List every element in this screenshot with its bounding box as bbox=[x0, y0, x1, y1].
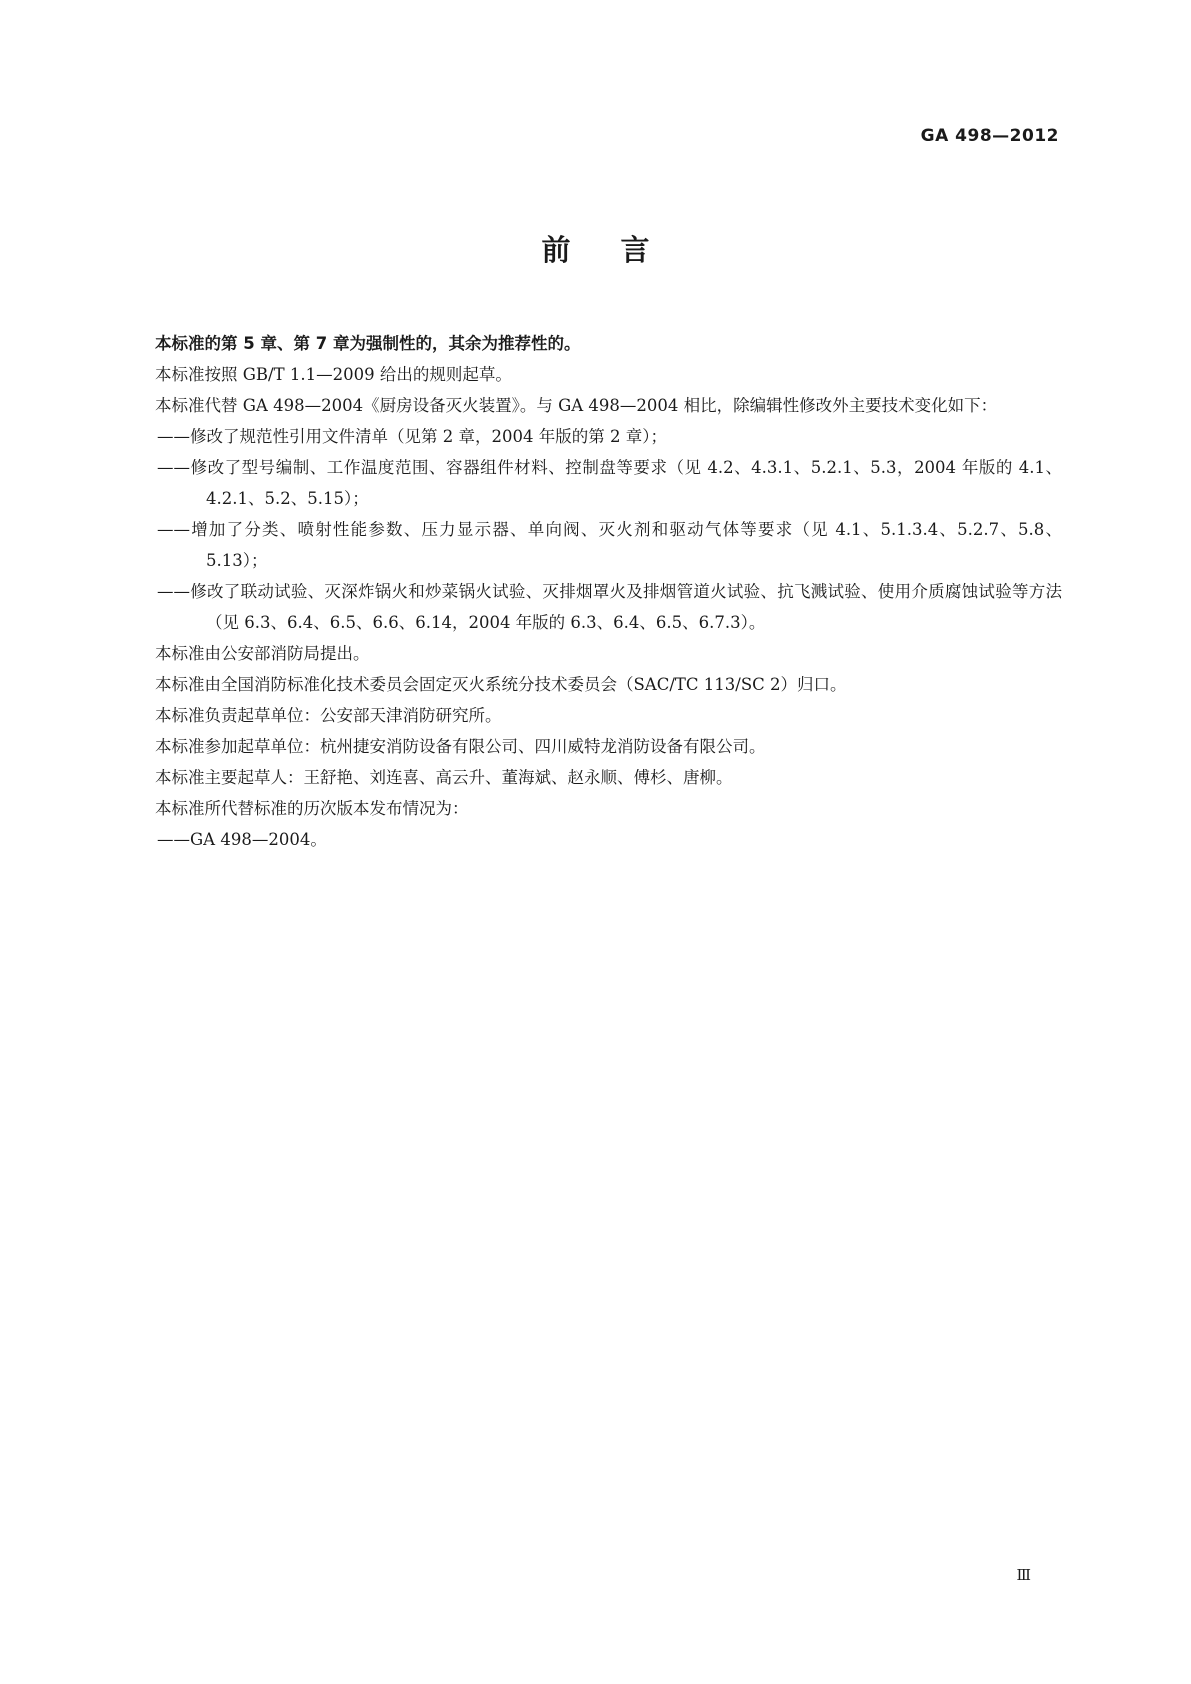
change-item-2: ——修改了型号编制、工作温度范围、容器组件材料、控制盘等要求（见 4.2、4.3.1、5.2.1、5.3，2004 年版的 4.1、4.2.1、5.2、5.15）； bbox=[157, 458, 1062, 508]
standard-code-header: GA 498—2012 bbox=[920, 126, 1059, 146]
committee-paragraph: 本标准由全国消防标准化技术委员会固定灭火系统分技术委员会（SAC/TC 113/SC 2）归口。 bbox=[155, 675, 847, 694]
replacement-paragraph: 本标准代替 GA 498—2004《厨房设备灭火装置》。与 GA 498—2004 相比，除编辑性修改外主要技术变化如下： bbox=[155, 396, 998, 415]
change-item-3: ——增加了分类、喷射性能参数、压力显示器、单向阀、灭火剂和驱动气体等要求（见 4.1、5.1.3.4、5.2.7、5.8、5.13）； bbox=[157, 520, 1062, 570]
responsible-drafter-paragraph: 本标准负责起草单位：公安部天津消防研究所。 bbox=[155, 706, 502, 725]
page-number: Ⅲ bbox=[1016, 1566, 1031, 1584]
version-history-paragraph: 本标准所代替标准的历次版本发布情况为： bbox=[155, 799, 469, 818]
foreword-body bbox=[122, 328, 1062, 855]
participating-drafters-paragraph: 本标准参加起草单位：杭州捷安消防设备有限公司、四川威特龙消防设备有限公司。 bbox=[155, 737, 766, 756]
drafting-rules-paragraph: 本标准按照 GB/T 1.1—2009 给出的规则起草。 bbox=[155, 365, 512, 384]
change-item-1: ——修改了规范性引用文件清单（见第 2 章，2004 年版的第 2 章）； bbox=[157, 427, 667, 446]
main-drafters-paragraph: 本标准主要起草人：王舒艳、刘连喜、高云升、董海斌、赵永顺、傅杉、唐柳。 bbox=[155, 768, 733, 787]
mandatory-clause-paragraph: 本标准的第 5 章、第 7 章为强制性的，其余为推荐性的。 bbox=[155, 334, 581, 353]
page-title: 前言 bbox=[541, 233, 700, 267]
version-history-item: ——GA 498—2004。 bbox=[157, 830, 327, 849]
proposer-paragraph: 本标准由公安部消防局提出。 bbox=[155, 644, 370, 663]
change-item-4: ——修改了联动试验、灭深炸锅火和炒菜锅火试验、灭排烟罩火及排烟管道火试验、抗飞溅试验、使用介质腐蚀试验等方法（见 6.3、6.4、6.5、6.6、6.14，2004 年版的 6.3、6.4、6.5、6.7.3）。 bbox=[157, 582, 1062, 632]
